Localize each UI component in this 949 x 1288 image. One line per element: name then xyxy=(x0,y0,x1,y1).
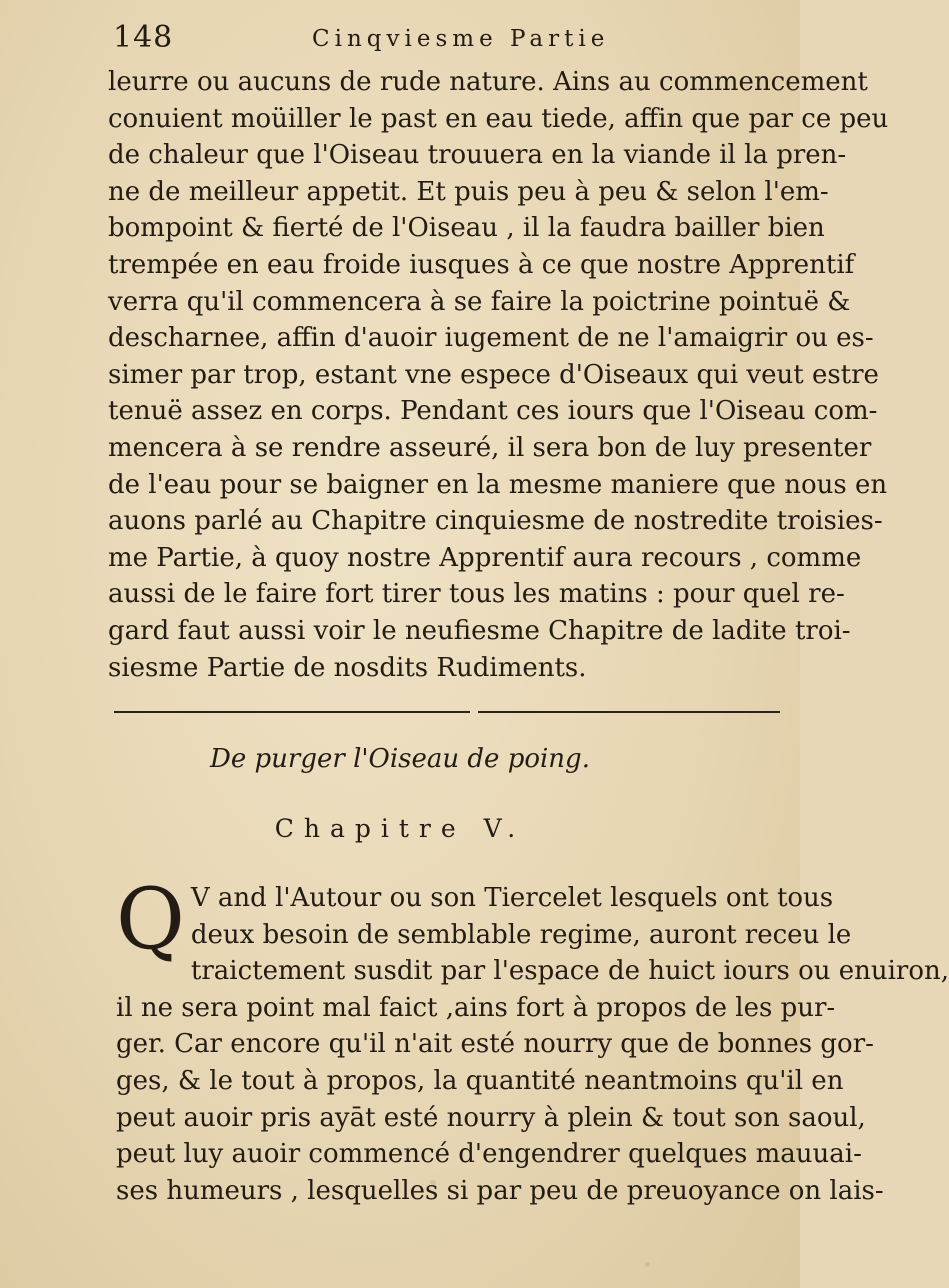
text-line: conuient moüiller le past en eau tiede, affin que par ce peu xyxy=(108,103,889,134)
section-divider-right xyxy=(478,711,780,713)
text-line: gard faut aussi voir le neufiesme Chapitre de ladite troi- xyxy=(108,615,851,646)
section-divider-left xyxy=(114,711,470,713)
text-line: ne de meilleur appetit. Et puis peu à peu & selon l'em- xyxy=(108,176,829,207)
drop-cap: Q xyxy=(116,870,185,968)
chapter-paragraph xyxy=(116,870,949,1209)
text-line: me Partie, à quoy nostre Apprentif aura recours , comme xyxy=(108,542,862,573)
text-line: tenuë assez en corps. Pendant ces iours que l'Oiseau com- xyxy=(108,396,878,427)
text-line: bompoint & fierté de l'Oiseau , il la faudra bailler bien xyxy=(108,213,825,244)
text-line: verra qu'il commencera à se faire la poictrine pointuë & xyxy=(108,286,851,317)
paragraph-continued xyxy=(108,64,889,686)
text-line: ses humeurs , lesquelles si par peu de preuoyance on lais- xyxy=(116,1175,884,1206)
paper-stain xyxy=(645,1262,650,1267)
text-line: traictement susdit par l'espace de huict iours ou enuiron, xyxy=(190,956,949,987)
text-line: leurre ou aucuns de rude nature. Ains au commencement xyxy=(108,67,868,97)
text-line: descharnee, affin d'auoir iugement de ne l'amaigrir ou es- xyxy=(108,323,874,354)
text-line: de chaleur que l'Oiseau trouuera en la viande il la pren- xyxy=(108,140,847,171)
text-line: mencera à se rendre asseuré, il sera bon de luy presenter xyxy=(108,432,872,463)
text-line: de l'eau pour se baigner en la mesme maniere que nous en xyxy=(108,469,888,500)
section-title: De purger l'Oiseau de poing. xyxy=(210,744,590,774)
running-head: Cinqviesme Partie xyxy=(312,26,610,52)
text-line: peut luy auoir commencé d'engendrer quelques mauuai- xyxy=(116,1139,862,1170)
text-line: aussi de le faire fort tirer tous les matins : pour quel re- xyxy=(108,579,845,610)
page-number: 148 xyxy=(113,20,174,55)
text-line: deux besoin de semblable regime, auront receu le xyxy=(190,919,852,950)
text-line: siesme Partie de nosdits Rudiments. xyxy=(108,652,587,683)
text-line: il ne sera point mal faict ,ains fort à propos de les pur- xyxy=(116,992,836,1023)
text-line: auons parlé au Chapitre cinquiesme de nostredite troisies- xyxy=(108,506,883,537)
text-line: ger. Car encore qu'il n'ait esté nourry que de bonnes gor- xyxy=(116,1029,874,1060)
text-line: ges, & le tout à propos, la quantité neantmoins qu'il en xyxy=(116,1065,844,1096)
text-line: simer par trop, estant vne espece d'Oiseaux qui veut estre xyxy=(108,359,879,390)
chapter-heading: Chapitre V. xyxy=(274,814,526,843)
text-line: V and l'Autour ou son Tiercelet lesquels ont tous xyxy=(190,883,834,913)
text-line: peut auoir pris ayāt esté nourry à plein & tout son saoul, xyxy=(116,1102,866,1133)
text-line: trempée en eau froide iusques à ce que nostre Apprentif xyxy=(108,249,855,280)
